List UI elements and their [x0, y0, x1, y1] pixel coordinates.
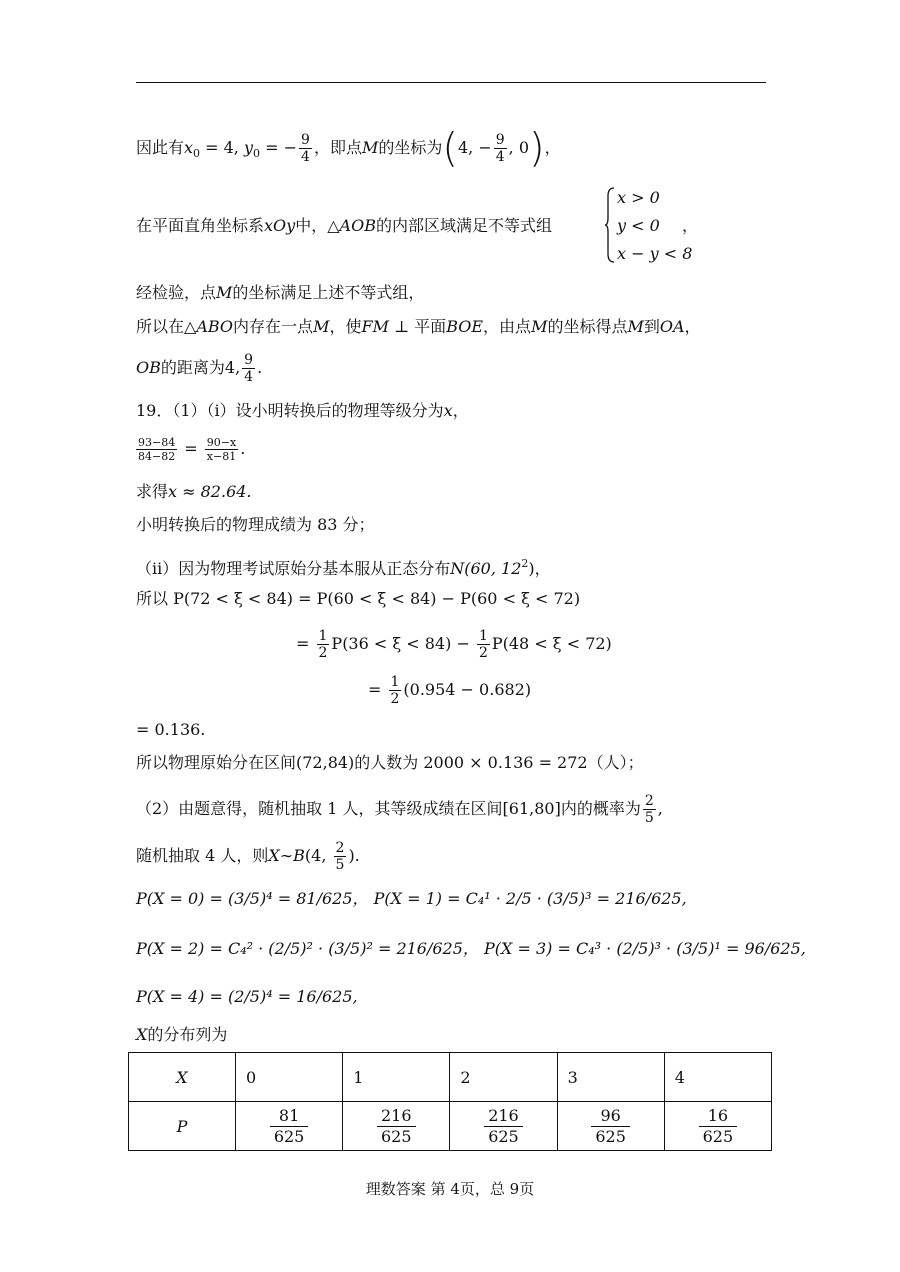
subscript: 0	[193, 147, 201, 160]
q19-heading	[136, 400, 469, 422]
approx-value: x ≈ 82.64.	[168, 482, 252, 501]
fraction	[334, 840, 347, 873]
inequality-2: y < 0	[617, 216, 660, 235]
var-FM: FM	[361, 317, 389, 336]
text: 的分布列为	[147, 1025, 228, 1044]
text: ，	[682, 216, 699, 235]
distribution-table	[128, 1052, 772, 1151]
fraction	[205, 436, 238, 463]
fraction	[242, 352, 255, 385]
pmf-line-1	[136, 888, 687, 910]
text: (0.954 − 0.682)	[403, 680, 532, 699]
text: , 0	[508, 138, 530, 157]
inequality-1: x > 0	[617, 188, 660, 207]
text: 经检验，点	[136, 283, 217, 302]
text: 的距离为	[160, 358, 225, 377]
text: （2）由题意得，随机抽取 1 人，其等级成绩在区间[61,80]内的概率为	[136, 799, 641, 818]
q19-proportion	[134, 432, 245, 466]
numerator: 9	[495, 132, 505, 148]
fraction	[699, 1106, 738, 1147]
text: =	[296, 634, 315, 653]
text: 因此有	[136, 138, 185, 157]
text: （ii）因为物理考试原始分基本服从正态分布	[136, 559, 451, 578]
denominator: 4	[301, 149, 310, 165]
table-cell: 1	[343, 1053, 450, 1102]
denominator: 2	[318, 645, 328, 661]
text: ，使	[329, 317, 362, 336]
text: .	[257, 358, 263, 377]
var-y: y	[243, 138, 254, 157]
fraction	[477, 628, 490, 661]
fraction	[494, 132, 507, 165]
text: ，即点	[313, 138, 362, 157]
equals: =	[179, 439, 203, 458]
text: P(36 < ξ < 84) −	[331, 634, 475, 653]
denominator: x−81	[206, 450, 237, 463]
line-conclusion	[136, 316, 701, 338]
text: )，	[528, 559, 551, 578]
p-x2: P(X = 2) = C₄² · (2/5)² · (3/5)² = 216/625，	[136, 939, 479, 958]
fraction	[591, 1106, 630, 1147]
fraction	[299, 132, 312, 165]
table-cell	[236, 1102, 343, 1151]
superscript: 2	[521, 557, 529, 570]
text: 19．（1）（i）设小明转换后的物理等级分为	[136, 401, 444, 420]
text: 的坐标满足上述不等式组，	[232, 283, 425, 302]
var-BOE: BOE	[446, 317, 484, 336]
numerator: 1	[478, 628, 488, 644]
fraction	[484, 1106, 523, 1147]
table-cell	[664, 1102, 771, 1151]
table-cell: 2	[450, 1053, 557, 1102]
fraction	[270, 1106, 309, 1147]
table-row-x	[129, 1053, 772, 1102]
numerator: 216	[381, 1105, 412, 1125]
numerator: 2	[644, 793, 654, 809]
p-x4: P(X = 4) = (2/5)⁴ = 16/625,	[136, 987, 358, 1006]
denominator: 4	[495, 149, 505, 165]
prob-line-2	[296, 624, 612, 664]
text: 所以在	[136, 317, 185, 336]
fraction	[136, 436, 177, 463]
text: 中，	[295, 216, 328, 235]
text: ).	[348, 846, 360, 865]
curly-brace	[604, 186, 616, 264]
text: ⊥ 平面	[388, 317, 447, 336]
numerator: 216	[488, 1105, 519, 1125]
text: 的内部区域满足不等式组	[375, 216, 552, 235]
paren-left: (	[442, 125, 458, 172]
p-x3: P(X = 3) = C₄³ · (2/5)³ · (3/5)¹ = 96/625,	[484, 939, 806, 958]
text: (4,	[304, 846, 332, 865]
text: ,	[657, 799, 663, 818]
page-footer: 理数答案 第 4页，总 9页	[365, 1180, 535, 1198]
fraction	[317, 628, 330, 661]
normal-dist: N(60, 12	[450, 559, 522, 578]
denominator: 5	[335, 857, 345, 873]
denominator: 625	[377, 1126, 416, 1147]
text: 的坐标为	[378, 138, 443, 157]
table-cell: 0	[236, 1053, 343, 1102]
var-M: M	[627, 317, 644, 336]
triangle-AOB: △AOB	[327, 216, 376, 235]
text: 4,	[224, 358, 241, 377]
denominator: 625	[484, 1126, 523, 1147]
count-line: 所以物理原始分在区间(72,84)的人数为 2000 × 0.136 = 272（人）；	[136, 753, 644, 772]
paren-right: )	[529, 125, 545, 172]
subscript: 0	[253, 147, 261, 160]
var-xOy: xOy	[264, 216, 296, 235]
dist-title	[136, 1024, 227, 1046]
var-OA: OA	[659, 317, 685, 336]
numerator: 2	[335, 840, 345, 856]
var-x: x	[184, 138, 194, 157]
table-cell	[557, 1102, 664, 1151]
denominator: 84−82	[138, 450, 176, 463]
text: ，	[452, 401, 469, 420]
text: 在平面直角坐标系	[136, 216, 265, 235]
pmf-line-2	[136, 938, 806, 960]
denominator: 625	[270, 1126, 309, 1147]
numerator: 16	[707, 1105, 729, 1125]
line-inequality-system	[136, 215, 552, 237]
text: 4, −	[457, 138, 492, 157]
denominator: 5	[644, 810, 654, 826]
table-header-x: X	[129, 1053, 236, 1102]
text: =	[368, 680, 387, 699]
numerator: 1	[318, 628, 328, 644]
numerator: 93−84	[138, 436, 176, 449]
binomial-line	[136, 836, 360, 876]
text: P(48 < ξ < 72)	[491, 634, 612, 653]
text: ，由点	[483, 317, 532, 336]
text: 求得	[136, 482, 169, 501]
binomial-X: X∼B	[268, 846, 305, 865]
denominator: 625	[591, 1126, 630, 1147]
var-M: M	[531, 317, 548, 336]
table-cell: 4	[664, 1053, 771, 1102]
q19-score: 小明转换后的物理成绩为 83 分；	[136, 515, 375, 534]
numerator: 9	[301, 132, 310, 148]
prob-line-4: = 0.136.	[136, 720, 206, 739]
part2-line	[136, 789, 663, 829]
line-coordinate-result	[136, 120, 561, 182]
fraction	[377, 1106, 416, 1147]
pmf-line-3	[136, 986, 358, 1008]
fraction	[389, 674, 402, 707]
line-verification	[136, 282, 424, 304]
denominator: 2	[390, 691, 400, 707]
text: ，	[684, 317, 701, 336]
numerator: 9	[244, 352, 254, 368]
table-row-p	[129, 1102, 772, 1151]
table-cell	[450, 1102, 557, 1151]
q19-result	[136, 481, 252, 503]
triangle-ABO: △ABO	[184, 317, 234, 336]
text: 到	[643, 317, 660, 336]
table-cell: 3	[557, 1053, 664, 1102]
var-OB: OB	[136, 358, 161, 377]
denominator: 4	[244, 369, 254, 385]
numerator: 1	[390, 674, 400, 690]
table-header-p: P	[129, 1102, 236, 1151]
p-x1: P(X = 1) = C₄¹ · 2/5 · (3/5)³ = 216/625,	[373, 889, 687, 908]
inequality-3: x − y < 8	[617, 244, 693, 263]
line-distance	[136, 348, 262, 388]
numerator: 90−x	[206, 436, 237, 449]
numerator: 96	[600, 1105, 621, 1125]
prob-line-1: 所以 P(72 < ξ < 84) = P(60 < ξ < 84) − P(60 < ξ < 72)	[136, 589, 581, 608]
var-x: x	[443, 401, 453, 420]
var-M: M	[216, 283, 233, 302]
var-X: X	[136, 1025, 148, 1044]
q19-ii	[136, 553, 551, 580]
denominator: 625	[699, 1126, 738, 1147]
numerator: 81	[278, 1105, 300, 1125]
table-cell	[343, 1102, 450, 1151]
text: ，	[544, 138, 561, 157]
var-M: M	[313, 317, 330, 336]
denominator: 2	[478, 645, 488, 661]
text: 内存在一点	[233, 317, 314, 336]
text: .	[240, 439, 246, 458]
text: 随机抽取 4 人，则	[136, 846, 269, 865]
header-rule	[136, 82, 766, 83]
fraction	[643, 793, 656, 826]
var-M: M	[361, 138, 379, 157]
text: 的坐标得点	[547, 317, 628, 336]
text: = −	[260, 138, 298, 157]
text: = 4,	[200, 138, 244, 157]
prob-line-3	[368, 670, 531, 710]
p-x0: P(X = 0) = (3/5)⁴ = 81/625，	[136, 889, 369, 908]
